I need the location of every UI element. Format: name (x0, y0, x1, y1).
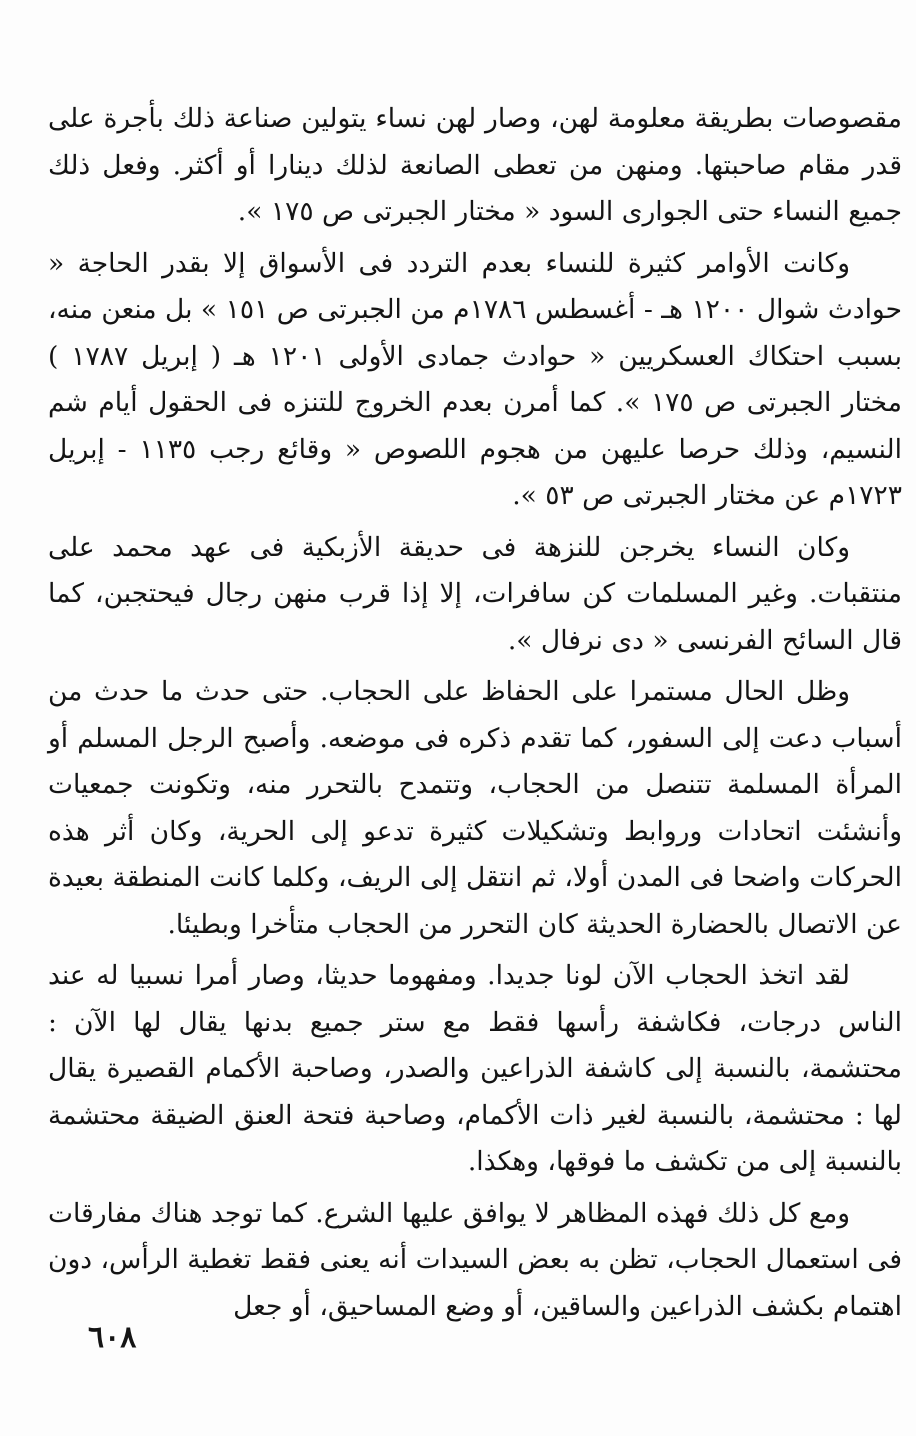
page-number: ٦٠٨ (88, 1320, 137, 1355)
paragraph: وظل الحال مستمرا على الحفاظ على الحجاب. حتى حدث ما حدث من أسباب دعت إلى السفور، كما تقدم ذكره فى موضعه. وأصبح الرجل المسلم أو المرأة المسلمة تتنصل من الحجاب، وتتمدح بالتحرر منه، وتكونت جمعيات وأنشئت اتحادات وروابط وتشكيلات كثيرة تدعو إلى الحرية، وكان أثر هذه الحركات واضحا فى المدن أولا، ثم انتقل إلى الريف، وكلما كانت المنطقة بعيدة عن الاتصال بالحضارة الحديثة كان التحرر من الحجاب متأخرا وبطيئا. (48, 676, 902, 940)
paragraph: ومع كل ذلك فهذه المظاهر لا يوافق عليها الشرع. كما توجد هناك مفارقات فى استعمال الحجاب، تظن به بعض السيدات أنه يعنى فقط تغطية الرأس، دون اهتمام بكشف الذراعين والساقين، أو وضع المساحيق، أو جعل (48, 1197, 902, 1322)
paragraph: مقصوصات بطريقة معلومة لهن، وصار لهن نساء يتولين صناعة ذلك بأجرة على قدر مقام صاحبتها. ومنهن من تعطى الصانعة لذلك دينارا أو أكثر. وفعل ذلك جميع النساء حتى الجوارى السود « مختار الجبرتى ص ١٧٥ ». (48, 103, 902, 227)
paragraph: لقد اتخذ الحجاب الآن لونا جديدا. ومفهوما حديثا، وصار أمرا نسبيا له عند الناس درجات، فكاشفة رأسها فقط مع ستر جميع بدنها يقال لها الآن : محتشمة، بالنسبة إلى كاشفة الذراعين والصدر، وصاحبة الأكمام القصيرة يقال لها : محتشمة، بالنسبة لغير ذات الأكمام، وصاحبة فتحة العنق الضيقة محتشمة بالنسبة إلى من تكشف ما فوقها، وهكذا. (48, 960, 902, 1177)
body-text (48, 96, 902, 1335)
paragraph: وكانت الأوامر كثيرة للنساء بعدم التردد فى الأسواق إلا بقدر الحاجة « حوادث شوال ١٢٠٠ هـ - أغسطس ١٧٨٦م من الجبرتى ص ١٥١ » بل منعن منه، بسبب احتكاك العسكريين « حوادث جمادى الأولى ١٢٠١ هـ ( إبريل ١٧٨٧ ) مختار الجبرتى ص ١٧٥ ». كما أمرن بعدم الخروج للتنزه فى الحقول أيام شم النسيم، وذلك حرصا عليهن من هجوم اللصوص « وقائع رجب ١١٣٥ - إبريل ١٧٢٣م عن مختار الجبرتى ص ٥٣ ». (48, 247, 903, 511)
paragraph: وكان النساء يخرجن للنزهة فى حديقة الأزبكية فى عهد محمد على منتقبات. وغير المسلمات كن سافرات، إلا إذا قرب منهن رجال فيحتجبن، كما قال السائح الفرنسى « دى نرفال ». (48, 531, 902, 656)
